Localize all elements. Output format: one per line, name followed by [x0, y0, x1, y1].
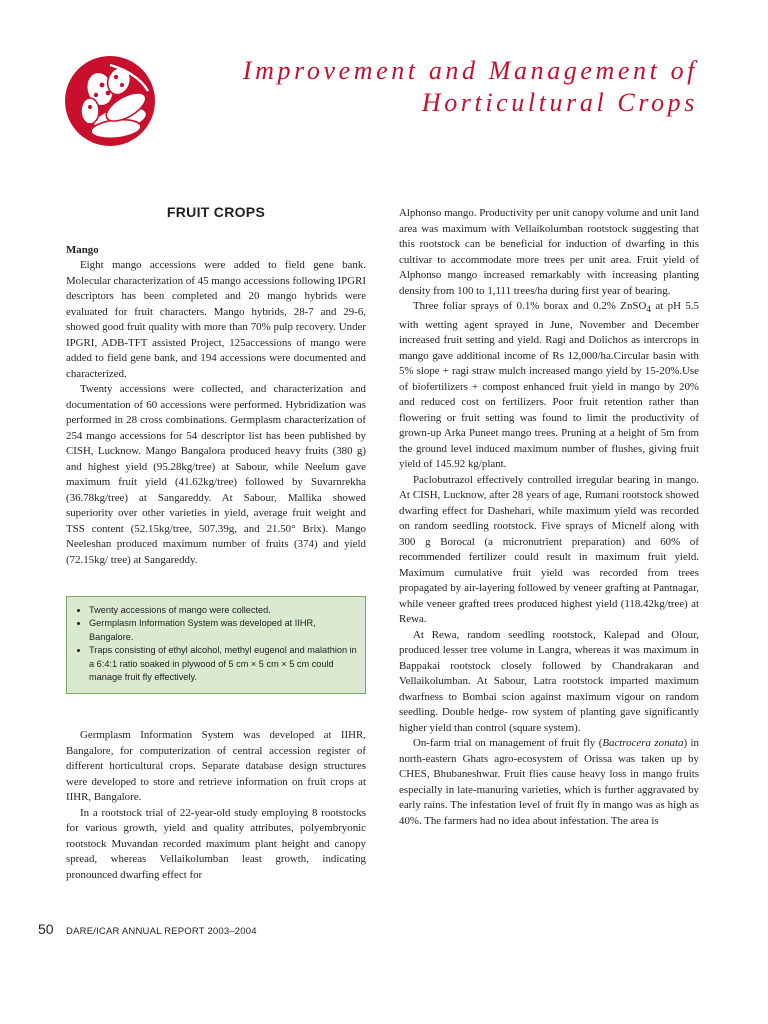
subheading-mango: Mango — [66, 243, 99, 256]
mango-fruit-emblem-icon — [64, 55, 156, 147]
report-title: DARE/ICAR ANNUAL REPORT 2003–2004 — [66, 926, 257, 937]
left-column — [66, 205, 366, 883]
paragraph: Twenty accessions were collected, and characterization and documentation of 60 accessions were performed. Hybridization was performed in 28 cross combinations. Germplasm characterization of 254 mango accessions for 54 descriptor list has been published by CISH, Lucknow. Mango Bangalora produced heavy fruits (380 g) and highest yield (95.28kg/tree) at Sabour, while Neelum gave maximum fruit yield (41.62kg/tree) followed by Suvarnrekha (36.78kg/tree) at Sangareddy. At Sabour, Mallika showed superiority over other varieties in yield, average fruit weight and TSS content (52.15kg/tree, 507.39g, and 21.50° Brix). Mango Neeleshan produced maximum number of fruits (374) and yield (72.15kg/ tree) at Sangareddy. — [66, 383, 366, 566]
paragraph: In a rootstock trial of 22-year-old study employing 8 rootstocks for various growth, yield and quality attributes, polyembryonic rootstock Muvandan recorded maximum plant height and canopy spread, whereas Vellaikolumban least growth, indicating pronounced dwarfing effect for — [66, 806, 366, 881]
paragraph-text: Three foliar sprays of 0.1% borax and 0.2% ZnSO — [413, 300, 647, 312]
paragraph — [399, 736, 699, 829]
paragraph-text: at pH 5.5 with wetting agent sprayed in June, November and December increased fruit setting and yield. Ragi and Dolichos as intercrops in mango gave additional income of Rs 12,000/ha.Circular basin with 5% slope + ragi straw mulch increased mango yield by 15-20%.Use of biofertilizers + compost enhanced fruit yield in mango by 20% and reduced cost on fertilizers. Poor fruit retention rather than flowering or fruit setting was found to limit the productivity of grown-up Arka Puneet mango trees. Pruning at a height of 5m from the ground level induced maximum number of flushes, giving fruit yield of 145.92 kg/plant. — [399, 300, 700, 471]
paragraph-text: On-farm trial on management of fruit fly ( — [413, 737, 603, 750]
paragraph: Alphonso mango. Productivity per unit canopy volume and unit land area was maximum with Vellaikolumban rootstock suggesting that this rootstock can be beneficial for induction of dwarfing in this cultivar to accommodate more trees per unit area. Fruit yield of Alphonso mango increased remarkably with increasing planting density from 100 to 1,111 trees/ha during first year of bearing. — [399, 207, 699, 297]
highlights-box — [66, 596, 366, 694]
species-name: Bactrocera zonata — [602, 737, 684, 750]
highlight-item: • Traps consisting of ethyl alcohol, methyl eugenol and malathion in a 6:4:1 ratio soaked in plywood of 5 cm × 5 cm × 5 cm could manage fruit fly effectively. — [89, 644, 357, 684]
header-title-line-1: Improvement and Management of — [242, 56, 698, 85]
paragraph: Eight mango accessions were added to field gene bank. Molecular characterization of 45 mango accessions following IPGRI descriptors has been completed and 20 mango hybrids were evaluated for fruit characters. Mango hybrids, 28-7 and 29-6, showed good fruit quality with more than 70% pulp recovery. Under IPGRI, ADB-TFT assisted Project, 125accessions of mango were added to field gene bank, and 194 accessions were documented and characterized. — [66, 259, 366, 380]
highlight-item: • Twenty accessions of mango were collected. — [89, 604, 357, 617]
paragraph: At Rewa, random seedling rootstock, Kalepad and Olour, produced lesser tree volume in Langra, whereas it was maximum in Bappakai rootstock closely followed by Chandrakaran and Vellaikolumban. At Sabour, Latra rootstock imparted maximum dwarfness to Bombai scion against maximum vigour on random seedling. Double hedge- row system of planting gave significantly higher yield than control (square system). — [399, 628, 699, 734]
header-title-line-2: Horticultural Crops — [421, 88, 698, 117]
page-footer — [38, 921, 257, 939]
right-column — [399, 206, 699, 829]
page-header-title — [243, 55, 698, 119]
paragraph: Germplasm Information System was developed at IIHR, Bangalore, for computerization of central accession register of different horticultural crops. Separate database design structures were developed to store and retrieve information on fruit crops at IIHR, Bangalore. — [66, 729, 366, 804]
page-number: 50 — [38, 921, 54, 937]
paragraph-text: ) in north-eastern Ghats agro-ecosystem of Orissa was taken up by CHES, Bhubaneshwar. Fruit flies cause heavy loss in mango fruits especially in late-manuring varieties, which is further aggravated by early rains. The infestation level of fruit fly in mango was as high as 40%. The farmers had no idea about infestation. The area is — [399, 737, 699, 827]
highlight-item: • Germplasm Information System was developed at IIHR, Bangalore. — [89, 617, 357, 644]
paragraph: Paclobutrazol effectively controlled irregular bearing in mango. At CISH, Lucknow, after 28 years of age, Rumani rootstock showed dwarfing effect for Dashehari, while maximum yield was recorded on random seedling rootstock. Five sprays of Micnelf along with 300 g Borocal (a micronutrient preparation) and 60% of recommended fertilizer could result in maximum fruit yield. Maximum cumulative fruit yield was recorded from trees propagated by air-layering followed by veneer grafting at Pantnagar, while veneer grafted trees produced highest yield (118.42kg/tree) at Rewa. — [399, 473, 699, 626]
subscript: 4 — [646, 304, 651, 315]
paragraph — [399, 299, 699, 473]
section-title: FRUIT CROPS — [166, 204, 266, 220]
